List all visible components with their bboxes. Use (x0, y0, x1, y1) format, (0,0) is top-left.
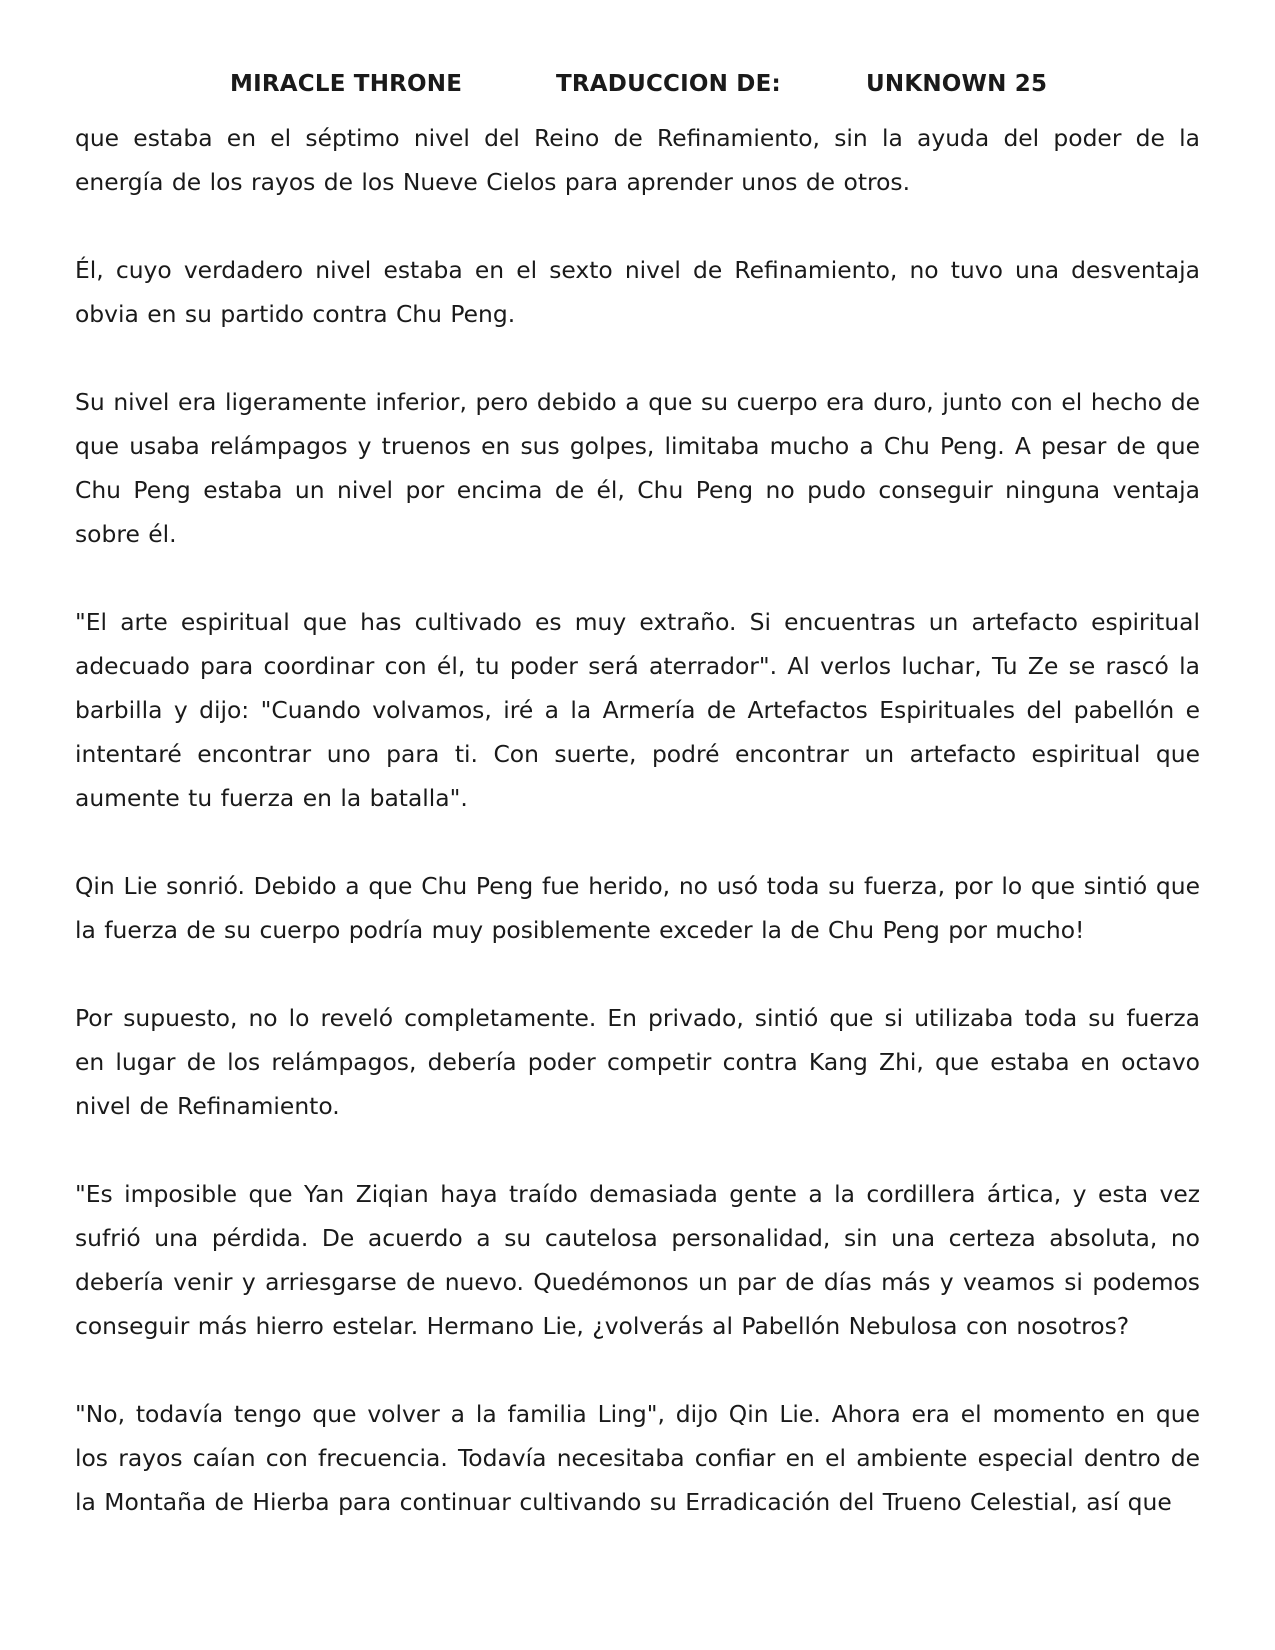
page-header (0, 71, 1275, 105)
paragraph: que estaba en el séptimo nivel del Reino de Refinamiento, sin la ayuda del poder de la energía de los rayos de los Nueve Cielos para aprender unos de otros. (75, 124, 1200, 196)
paragraph: "No, todavía tengo que volver a la familia Ling", dijo Qin Lie. Ahora era el momento en que los rayos caían con frecuencia. Todavía necesitaba confiar en el ambiente especial dentro de la Montaña de Hierba para continuar cultivando su Erradicación del Trueno Celestial, así que (75, 1400, 1200, 1516)
paragraph: "El arte espiritual que has cultivado es muy extraño. Si encuentras un artefacto espiritual adecuado para coordinar con él, tu poder será aterrador". Al verlos luchar, Tu Ze se rascó la barbilla y dijo: "Cuando volvamos, iré a la Armería de Artefactos Espirituales del pabellón e intentaré encontrar uno para ti. Con suerte, podré encontrar un artefacto espiritual que aumente tu fuerza en la batalla". (75, 608, 1200, 812)
document-body (75, 116, 1200, 1524)
translation-label: TRADUCCION DE: (556, 71, 781, 97)
paragraph: Qin Lie sonrió. Debido a que Chu Peng fue herido, no usó toda su fuerza, por lo que sintió que la fuerza de su cuerpo podría muy posiblemente exceder la de Chu Peng por mucho! (75, 872, 1200, 944)
paragraph: Su nivel era ligeramente inferior, pero debido a que su cuerpo era duro, junto con el hecho de que usaba relámpagos y truenos en sus golpes, limitaba mucho a Chu Peng. A pesar de que Chu Peng estaba un nivel por encima de él, Chu Peng no pudo conseguir ninguna ventaja sobre él. (75, 388, 1200, 548)
novel-title: MIRACLE THRONE (230, 71, 463, 97)
translator-name: UNKNOWN 25 (866, 71, 1048, 97)
paragraph: Por supuesto, no lo reveló completamente. En privado, sintió que si utilizaba toda su fuerza en lugar de los relámpagos, debería poder competir contra Kang Zhi, que estaba en octavo nivel de Refinamiento. (75, 1004, 1200, 1120)
paragraph: Él, cuyo verdadero nivel estaba en el sexto nivel de Refinamiento, no tuvo una desventaja obvia en su partido contra Chu Peng. (75, 256, 1200, 328)
paragraph: "Es imposible que Yan Ziqian haya traído demasiada gente a la cordillera ártica, y esta vez sufrió una pérdida. De acuerdo a su cautelosa personalidad, sin una certeza absoluta, no debería venir y arriesgarse de nuevo. Quedémonos un par de días más y veamos si podemos conseguir más hierro estelar. Hermano Lie, ¿volverás al Pabellón Nebulosa con nosotros? (75, 1180, 1200, 1340)
